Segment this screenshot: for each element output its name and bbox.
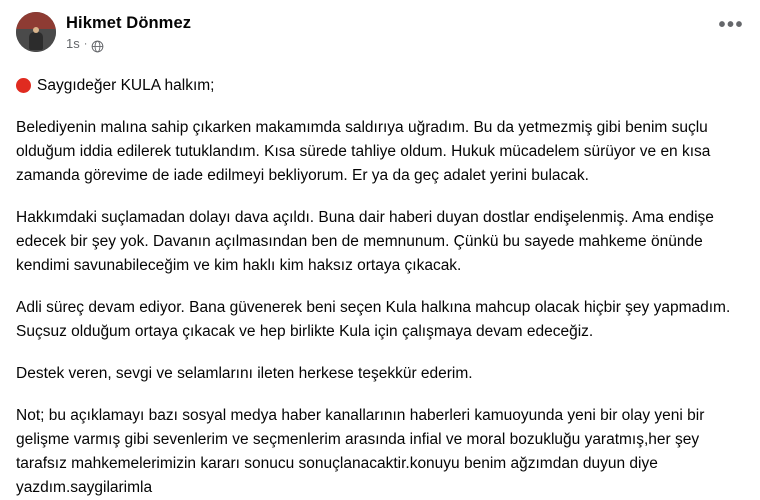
globe-icon[interactable]: [91, 40, 104, 53]
avatar[interactable]: [16, 12, 56, 52]
post-lead-text: Saygıdeğer KULA halkım;: [37, 77, 215, 94]
post-timestamp[interactable]: 1s: [66, 36, 80, 51]
red-circle-icon: [16, 78, 31, 93]
post-lead-line: [16, 74, 744, 98]
more-options-button[interactable]: •••: [718, 14, 744, 36]
post-header-text: [66, 12, 191, 52]
post-header: [16, 12, 744, 62]
meta-separator: ·: [83, 38, 88, 50]
post-paragraph: Belediyenin malına sahip çıkarken makamımda saldırıya uğradım. Bu da yetmezmiş gibi benim suçlu olduğum iddia edilerek tutuklandım. Kısa sürede tahliye oldum. Hukuk mücadelem sürüyor ve en kısa zamanda görevime de iade edilmeyi bekliyorum. Er ya da geç adalet yerini bulacak.: [16, 119, 711, 184]
post-paragraph: Adli süreç devam ediyor. Bana güvenerek beni seçen Kula halkına mahcup olacak hiçbir şey yapmadım. Suçsuz olduğum ortaya çıkacak ve hep birlikte Kula için çalışmaya devam edeceğiz.: [16, 299, 731, 340]
post-paragraph-note: Not; bu açıklamayı bazı sosyal medya haber kanallarının haberleri kamuoyunda yeni bir olay yeni bir gelişme varmış gibi sevenlerim ve seçmenlerim arasında infial ve moral bozukluğu yaratmış,her şey tarafsız mahkemelerimizin kararı sonucu sonuçlanacaktir.konuyu benim ağzımdan duyun diye yazdım.saygilarimla: [16, 407, 705, 496]
post-author-name[interactable]: Hikmet Dönmez: [66, 14, 192, 32]
post-meta: [66, 36, 191, 52]
post-paragraph: Destek veren, sevgi ve selamlarını ileten herkese teşekkür ederim.: [16, 365, 473, 382]
post-body: [16, 74, 744, 500]
post-paragraph: Hakkımdaki suçlamadan dolayı dava açıldı. Buna dair haberi duyan dostlar endişelenmiş. Ama endişe edecek bir şey yok. Davanın açılmasından ben de memnunum. Çünkü bu sayede mahkeme önünde kendimi savunabileceğim ve kim haklı kim haksız ortaya çıkacak.: [16, 209, 714, 274]
avatar-person-icon: [29, 32, 43, 50]
